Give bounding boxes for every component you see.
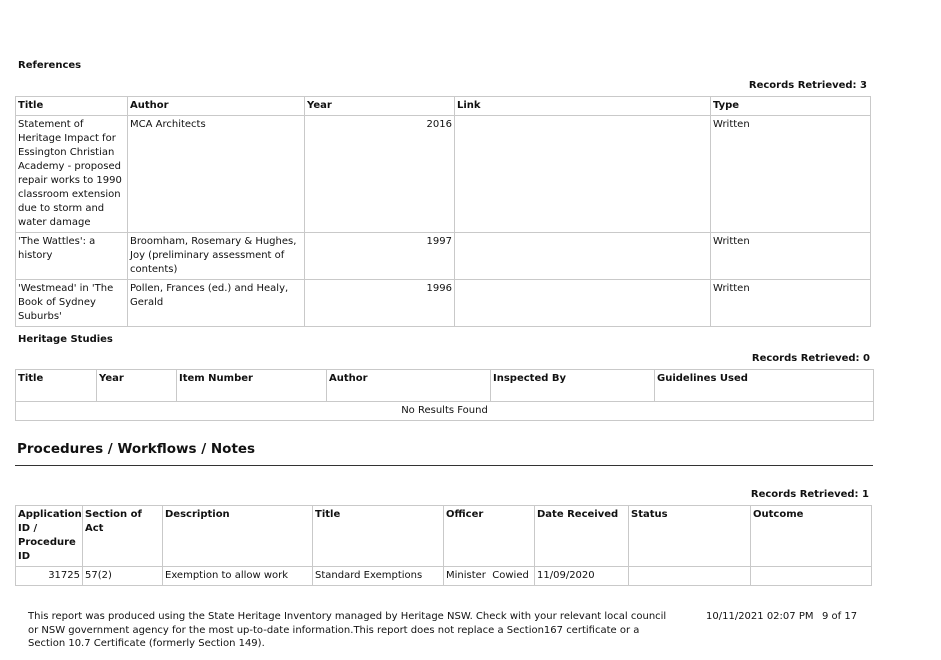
procedures-col-status: Status — [629, 506, 751, 567]
reference-author: Pollen, Frances (ed.) and Healy, Gerald — [128, 280, 305, 327]
footer-disclaimer: This report was produced using the State Heritage Inventory managed by Heritage NSW. Check with your relevant local council or NSW government agency for the most up-to-date information.This report does not replace a Section167 certificate or a Section 10.7 Certificate (formerly Section 149). — [28, 611, 667, 649]
procedures-header-row — [16, 506, 872, 567]
procedures-heading: Procedures / Workflows / Notes — [17, 441, 256, 457]
reference-year: 1997 — [305, 233, 455, 280]
references-col-author: Author — [128, 97, 305, 116]
table-row — [16, 116, 871, 233]
procedures-col-section-of-act: Section of Act — [83, 506, 163, 567]
references-header-row — [16, 97, 871, 116]
reference-title: Statement of Heritage Impact for Essington Christian Academy - proposed repair works to 1990 classroom extension due to storm and water damage — [16, 116, 128, 233]
heritage-col-inspected-by: Inspected By — [491, 370, 655, 402]
procedure-outcome — [751, 567, 872, 586]
table-row — [16, 280, 871, 327]
reference-type: Written — [711, 280, 871, 327]
references-col-link: Link — [455, 97, 711, 116]
procedures-records-count: Records Retrieved: 1 — [750, 489, 869, 500]
procedure-application-id: 31725 — [16, 567, 83, 586]
procedure-date-received: 11/09/2020 — [535, 567, 629, 586]
procedure-description: Exemption to allow work — [163, 567, 313, 586]
reference-year: 2016 — [305, 116, 455, 233]
references-label: References — [18, 60, 82, 71]
reference-type: Written — [711, 233, 871, 280]
footer-page-number: 9 of 17 — [822, 611, 858, 622]
procedures-col-officer: Officer — [444, 506, 535, 567]
heritage-col-guidelines-used: Guidelines Used — [655, 370, 874, 402]
procedures-divider — [15, 465, 873, 466]
reference-author: Broomham, Rosemary & Hughes, Joy (preliminary assessment of contents) — [128, 233, 305, 280]
heritage-studies-table — [15, 369, 874, 421]
procedures-col-description: Description — [163, 506, 313, 567]
procedure-officer: Minister Cowied — [444, 567, 535, 586]
table-row — [16, 233, 871, 280]
heritage-studies-header-row — [16, 370, 874, 402]
reference-link[interactable] — [455, 280, 711, 327]
no-results-message: No Results Found — [16, 402, 874, 421]
reference-title: 'Westmead' in 'The Book of Sydney Suburbs' — [16, 280, 128, 327]
procedures-col-date-received: Date Received — [535, 506, 629, 567]
procedures-col-title: Title — [313, 506, 444, 567]
footer-date: 10/11/2021 02:07 PM — [706, 611, 814, 622]
procedure-title: Standard Exemptions — [313, 567, 444, 586]
procedures-table — [15, 505, 872, 586]
reference-year: 1996 — [305, 280, 455, 327]
reference-author: MCA Architects — [128, 116, 305, 233]
heritage-col-item-number: Item Number — [177, 370, 327, 402]
heritage-col-year: Year — [97, 370, 177, 402]
references-col-year: Year — [305, 97, 455, 116]
reference-title: 'The Wattles': a history — [16, 233, 128, 280]
heritage-col-author: Author — [327, 370, 491, 402]
reference-link[interactable] — [455, 233, 711, 280]
table-row — [16, 402, 874, 421]
references-records-count: Records Retrieved: 3 — [748, 80, 867, 91]
table-row — [16, 567, 872, 586]
reference-link[interactable] — [455, 116, 711, 233]
procedures-col-outcome: Outcome — [751, 506, 872, 567]
references-col-title: Title — [16, 97, 128, 116]
procedure-section-of-act: 57(2) — [83, 567, 163, 586]
heritage-studies-label: Heritage Studies — [18, 334, 113, 345]
procedure-status — [629, 567, 751, 586]
procedures-col-application-id: Application ID / Procedure ID — [16, 506, 83, 567]
references-col-type: Type — [711, 97, 871, 116]
heritage-col-title: Title — [16, 370, 97, 402]
heritage-studies-records-count: Records Retrieved: 0 — [751, 353, 870, 364]
references-table — [15, 96, 871, 327]
reference-type: Written — [711, 116, 871, 233]
